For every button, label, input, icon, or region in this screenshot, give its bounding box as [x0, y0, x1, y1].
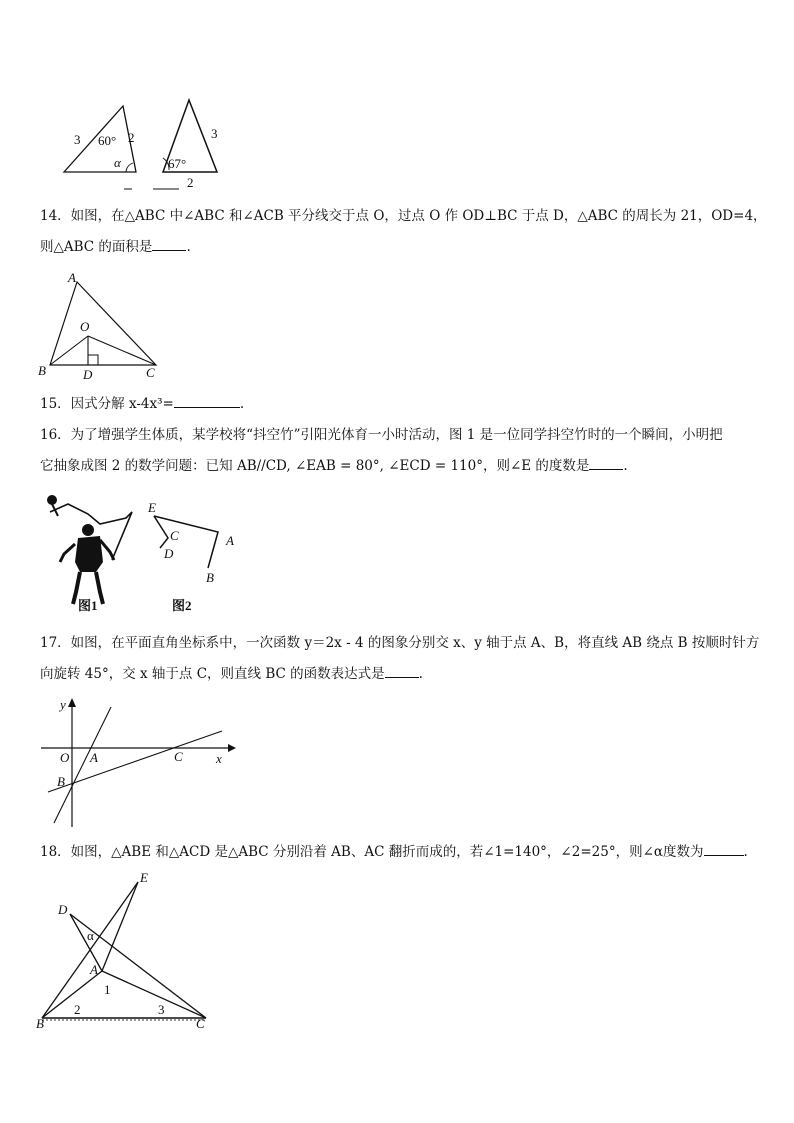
- triangle-67: [124, 100, 218, 190]
- q16-geometry-figure: [147, 500, 234, 585]
- q14-figure: [34, 270, 164, 385]
- q16-label-D: D: [164, 546, 174, 561]
- q15-answer-blank[interactable]: [174, 395, 240, 408]
- tri1-alpha-label: α: [114, 155, 121, 170]
- q18-line: [40, 837, 748, 868]
- q14-line2-end: .: [186, 239, 191, 255]
- q16-figure: [40, 490, 240, 615]
- tri1-angle-label: 60°: [98, 133, 117, 148]
- q16-line2-end: .: [623, 458, 628, 474]
- tri1-right-side-label: 2: [128, 130, 135, 145]
- q17-label-O: O: [60, 750, 70, 765]
- q15-text: 15．因式分解 x-4x³=: [40, 396, 174, 412]
- q14-line1: 14．如图，在△ABC 中∠ABC 和∠ACB 平分线交于点 O，过点 O 作 OD⊥BC 于点 D，△ABC 的周长为 21，OD=4，: [40, 208, 767, 224]
- fig1-caption: 图1: [78, 598, 98, 613]
- q14-line2-text: 则△ABC 的面积是: [40, 239, 153, 255]
- q18-label-C: C: [196, 1016, 205, 1028]
- q17-label-C: C: [174, 749, 183, 764]
- q18-label-2: 2: [74, 1002, 81, 1017]
- q17-label-y: y: [60, 697, 66, 712]
- q14-answer-blank[interactable]: [152, 238, 186, 251]
- q16-label-A: A: [226, 533, 234, 548]
- q16-line2-text: 它抽象成图 2 的数学问题：已知 AB//CD, ∠EAB = 80°, ∠ECD = 110°，则∠E 的度数是: [40, 458, 590, 474]
- tri2-base-label: 2: [187, 175, 194, 190]
- tri1-left-side-label: 3: [74, 132, 81, 147]
- q14-label-B: B: [38, 363, 46, 378]
- q17-label-A: A: [90, 750, 98, 765]
- q17-line2-text: 向旋转 45°，交 x 轴于点 C，则直线 BC 的函数表达式是: [40, 666, 385, 682]
- q18-text: 18．如图，△ABE 和△ACD 是△ABC 分别沿着 AB、AC 翻折而成的，若∠1=140°，∠2=25°，则∠α度数为: [40, 844, 704, 860]
- q16-label-B: B: [206, 570, 214, 585]
- q14-label-C: C: [146, 365, 155, 380]
- q17-figure: [36, 695, 236, 830]
- q18-end: .: [743, 844, 748, 860]
- triangle-60-alpha: [64, 106, 136, 172]
- q17-line1: 17．如图，在平面直角坐标系中，一次函数 y＝2x - 4 的图象分别交 x、y 轴于点 A、B，将直线 AB 绕点 B 按顺时针方: [40, 635, 760, 651]
- q16-label-C: C: [170, 528, 179, 543]
- q18-label-1: 1: [104, 982, 111, 997]
- q17-answer-blank[interactable]: [385, 665, 419, 678]
- q13-figure: [56, 92, 236, 192]
- diabolo-player-illustration: [47, 495, 132, 604]
- q18-label-E: E: [140, 870, 148, 885]
- q18-label-A: A: [90, 962, 98, 977]
- q18-label-B: B: [36, 1016, 44, 1028]
- q14-label-D: D: [83, 367, 93, 382]
- tri2-angle-label: 67°: [168, 156, 187, 171]
- q16-label-E: E: [148, 500, 156, 515]
- q14-label-A: A: [68, 270, 76, 285]
- q18-figure: [30, 868, 220, 1028]
- fig2-caption: 图2: [172, 598, 192, 613]
- q16-answer-blank[interactable]: [589, 457, 623, 470]
- q15-line: [40, 389, 244, 420]
- q18-answer-blank[interactable]: [704, 843, 744, 856]
- q17-line2: [40, 659, 423, 690]
- q17-line2-end: .: [418, 666, 423, 682]
- q16-line1: 16．为了增强学生体质，某学校将“抖空竹”引阳光体育一小时活动，图 1 是一位同学抖空竹时的一个瞬间，小明把: [40, 427, 723, 443]
- q16-line2: [40, 451, 628, 482]
- q14-line2: [40, 232, 191, 263]
- q18-label-alpha: α: [87, 928, 94, 943]
- q18-label-3: 3: [158, 1002, 165, 1017]
- q17-label-x: x: [216, 751, 222, 766]
- tri2-right-side-label: 3: [211, 126, 218, 141]
- q15-end: .: [239, 396, 245, 412]
- q17-label-B: B: [57, 774, 65, 789]
- q18-label-D: D: [58, 902, 68, 917]
- q14-label-O: O: [80, 319, 90, 334]
